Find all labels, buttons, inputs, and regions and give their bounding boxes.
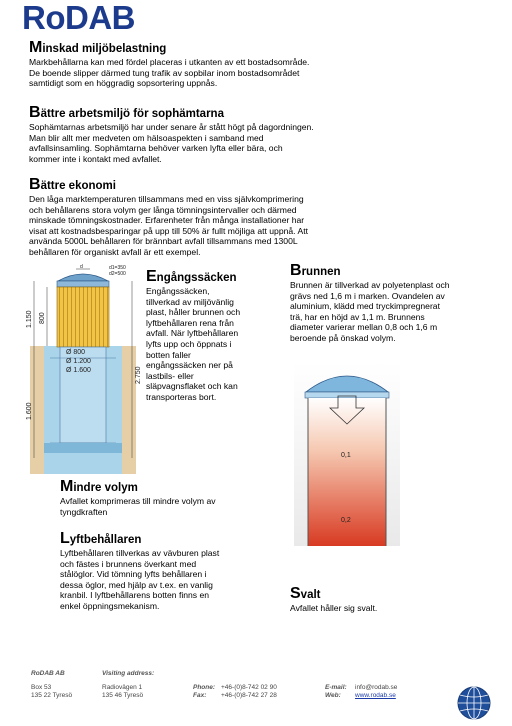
diameter-1200: Ø 1.200 [66,358,91,365]
temp-label-1: 0,1 [341,452,351,459]
top-dim-d1: d1=350 [109,265,126,271]
footer-company: RoDAB AB Box 53 135 22 Tyresö [31,670,73,699]
dim-1600: 1.600 [26,402,33,420]
container-diagram [20,262,148,482]
section-heading: Svalt [290,585,321,602]
section-heading: Brunnen [290,262,341,279]
temp-label-2: 0,2 [341,517,351,524]
web-link[interactable]: www.rodab.se [355,692,396,699]
section-heading: Bättre ekonomi [29,176,116,193]
company-logo: RoDAB [22,0,135,36]
section-text: Lyftbehållaren tillverkas av vävburen plast och fästes i brunnens överkant med stålöglor. Vid tömning lyfts behållaren i dessa öglor, med hjälp av t.ex. en vanlig kranbil. I lyftbehållarens botten finns en enkel öppningsmekanism. [60,548,220,611]
section-lyftbehallaren [60,532,280,612]
section-heading: Bättre arbetsmiljö för sophämtarna [29,104,224,121]
section-engangssacken [146,270,276,403]
section-text: Avfallet håller sig svalt. [290,603,378,613]
section-text: Engångssäcken, tillverkad av miljövänlig plast, håller brunnen och lyftbehållaren rena från avfall. När lyftbehållaren lyfts upp och öppnats i botten faller engångssäcken ner på lastbils- eller släpvagnsflaket och kan transporteras bort. [146,286,241,402]
section-heading: Lyftbehållaren [60,530,142,547]
diameter-800: Ø 800 [66,349,86,356]
dim-800: 800 [39,312,46,324]
section-text: Markbehållarna kan med fördel placeras i utkanten av ett bostadsområde. De boende slipper därmed tung trafik av sopbilar inom bostadsområdet samtidigt som en höggradig sopsortering uppnås. [29,57,310,89]
section-brunnen [290,264,490,344]
section-svalt [290,587,490,614]
footer-contact: E-mail: info@rodab.se Web: www.rodab.se [325,684,398,699]
temperature-diagram [294,362,400,546]
globe-icon [456,685,492,721]
section-battre-arbetsmiljo [29,106,499,164]
section-heading: Mindre volym [60,478,138,495]
footer-phone-fax: Phone: +46-(0)8-742 02 90 Fax: +46-(0)8-742 27 28 [193,684,277,699]
section-text: Brunnen är tillverkad av polyetenplast och grävs ned 1,6 m i marken. Ovandelen av aluminium, klädd med tryckimpregnerat trä, har en höjd av 1,1 m. Brunnens diameter varierar mellan 0,8 och 1,6 m beroende på önskad volym. [290,280,450,343]
section-text: Den låga marktemperaturen tillsammans med en viss självkomprimering och behållarens stora volym ger långa tömningsintervaller och därmed minskade tömningskostnader. Erfarenheter från många installationer har visat att kostnadsbesparingar på upp till 50% är fullt möjliga att uppnå. Att använda 5000L behållaren för brännbart avfall tillsammans med 1300L behållaren för organiskt avfall är ett exempel. [29,194,308,257]
top-dim-d2: d2=500 [109,271,126,277]
dim-1150: 1.150 [26,310,33,328]
section-heading: Engångssäcken [146,268,237,285]
dim-2750: 2.750 [135,366,142,384]
footer-visiting: Visiting address: Radiovägen 1 135 46 Tyresö [102,670,155,699]
section-mindre-volym [60,480,280,517]
section-text: Avfallet komprimeras till mindre volym av tyngdkraften [60,496,216,517]
section-battre-ekonomi [29,178,499,258]
diameter-1600: Ø 1.600 [66,367,91,374]
section-heading: Minskad miljöbelastning [29,39,167,56]
top-dim-d: d [80,264,83,270]
section-text: Sophämtarnas arbetsmiljö har under senare år stått högt på dagordningen. Man blir allt mer medveten om hälsoaspekten i samband med avfallsinsamling. Sophämtarna behöver varken lyfta eller bära, och kommer inte i kontakt med avfallet. [29,122,314,164]
email-link[interactable]: info@rodab.se [355,684,398,691]
section-minskad-miljobelastning [29,41,499,89]
